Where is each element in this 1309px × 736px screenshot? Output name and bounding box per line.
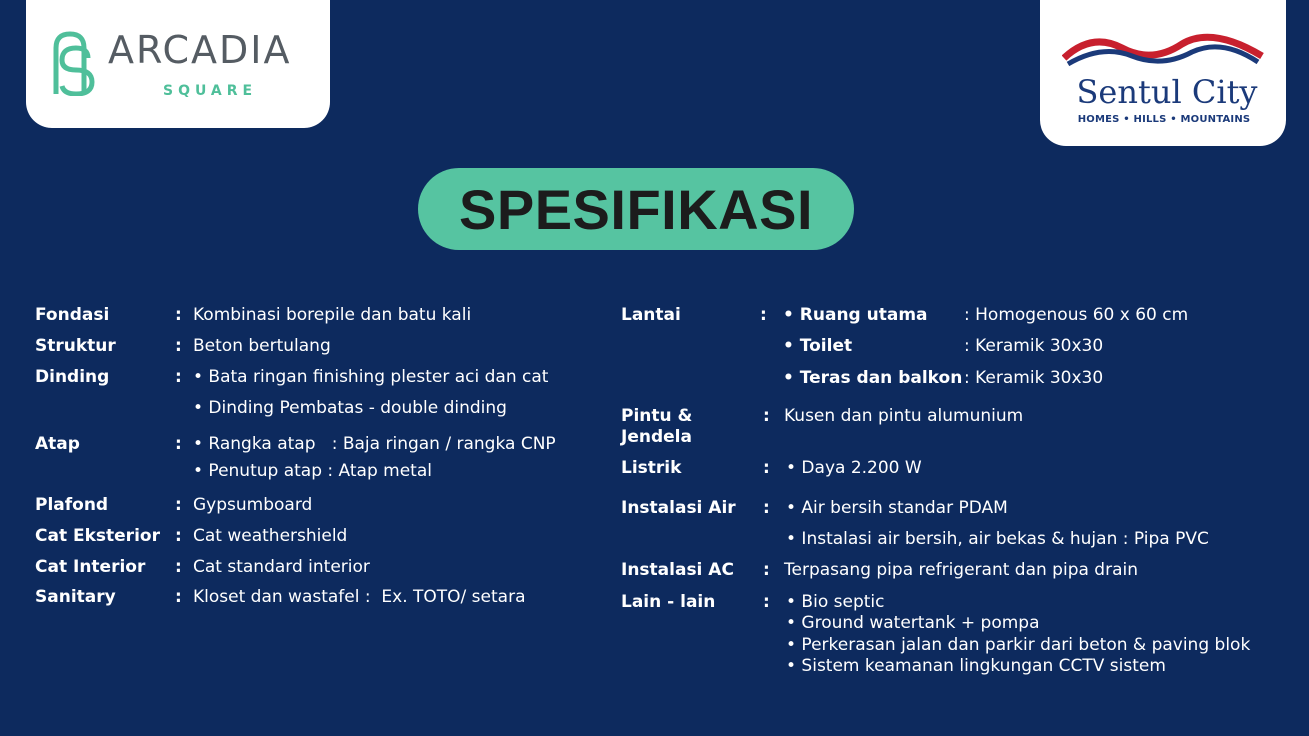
label-jendela: Jendela	[621, 427, 692, 447]
label-fondasi: Fondasi	[35, 305, 110, 325]
label-pintu: Pintu &	[621, 406, 693, 426]
colon: :	[175, 305, 182, 325]
colon: :	[175, 336, 182, 356]
colon: :	[175, 434, 182, 454]
instalasi-air-item: • Instalasi air bersih, air bekas & hujan : Pipa PVC	[786, 529, 1209, 549]
page-title: SPESIFIKASI	[418, 168, 854, 250]
sentul-city-logo	[1040, 0, 1286, 146]
dinding-item: • Bata ringan finishing plester aci dan cat	[193, 367, 549, 387]
lantai-row-name: • Toilet	[783, 336, 853, 356]
lantai-row-value: : Keramik 30x30	[964, 336, 1104, 356]
label-sanitary: Sanitary	[35, 587, 116, 607]
value-pintu-jendela: Kusen dan pintu alumunium	[784, 406, 1024, 426]
label-listrik: Listrik	[621, 458, 682, 478]
colon: :	[763, 498, 770, 518]
colon: :	[175, 367, 182, 387]
atap-item: • Rangka atap : Baja ringan / rangka CNP	[193, 434, 556, 454]
value-fondasi: Kombinasi borepile dan batu kali	[193, 305, 472, 325]
colon: :	[175, 495, 182, 515]
colon: :	[175, 557, 182, 577]
lantai-row-name: • Teras dan balkon	[783, 368, 963, 388]
value-instalasi-ac: Terpasang pipa refrigerant dan pipa drain	[784, 560, 1139, 580]
label-cat-eksterior: Cat Eksterior	[35, 526, 160, 546]
lain-item: • Ground watertank + pompa	[786, 613, 1040, 633]
sentul-city-tagline: HOMES • HILLS • MOUNTAINS	[1077, 114, 1251, 125]
colon: :	[175, 526, 182, 546]
label-instalasi-ac: Instalasi AC	[621, 560, 734, 580]
atap-item: • Penutup atap : Atap metal	[193, 461, 432, 481]
label-cat-interior: Cat Interior	[35, 557, 146, 577]
value-struktur: Beton bertulang	[193, 336, 331, 356]
value-cat-interior: Cat standard interior	[193, 557, 370, 577]
arcadia-wordmark: ARCADIA	[108, 28, 292, 72]
arcadia-square-logo	[26, 0, 330, 128]
lain-item: • Bio septic	[786, 592, 885, 612]
colon: :	[760, 305, 767, 325]
colon: :	[763, 592, 770, 612]
wave-icon	[1062, 30, 1264, 70]
label-dinding: Dinding	[35, 367, 110, 387]
label-plafond: Plafond	[35, 495, 109, 515]
label-instalasi-air: Instalasi Air	[621, 498, 736, 518]
colon: :	[763, 458, 770, 478]
lantai-row-value: : Keramik 30x30	[964, 368, 1104, 388]
label-lain-lain: Lain - lain	[621, 592, 716, 612]
lain-item: • Perkerasan jalan dan parkir dari beton & paving blok	[786, 635, 1251, 655]
value-cat-eksterior: Cat weathershield	[193, 526, 348, 546]
value-plafond: Gypsumboard	[193, 495, 313, 515]
colon: :	[175, 587, 182, 607]
arcadia-monogram-icon	[48, 30, 98, 96]
label-struktur: Struktur	[35, 336, 116, 356]
colon: :	[763, 406, 770, 426]
arcadia-subtitle: SQUARE	[163, 83, 258, 99]
lantai-row-name: • Ruang utama	[783, 305, 928, 325]
value-sanitary: Kloset dan wastafel : Ex. TOTO/ setara	[193, 587, 526, 607]
instalasi-air-item: • Air bersih standar PDAM	[786, 498, 1008, 518]
label-atap: Atap	[35, 434, 80, 454]
dinding-item: • Dinding Pembatas - double dinding	[193, 398, 507, 418]
sentul-city-wordmark: Sentul City	[1076, 73, 1258, 111]
lain-item: • Sistem keamanan lingkungan CCTV sistem	[786, 656, 1166, 676]
label-lantai: Lantai	[621, 305, 681, 325]
lantai-row-value: : Homogenous 60 x 60 cm	[964, 305, 1189, 325]
colon: :	[763, 560, 770, 580]
value-listrik: • Daya 2.200 W	[786, 458, 922, 478]
